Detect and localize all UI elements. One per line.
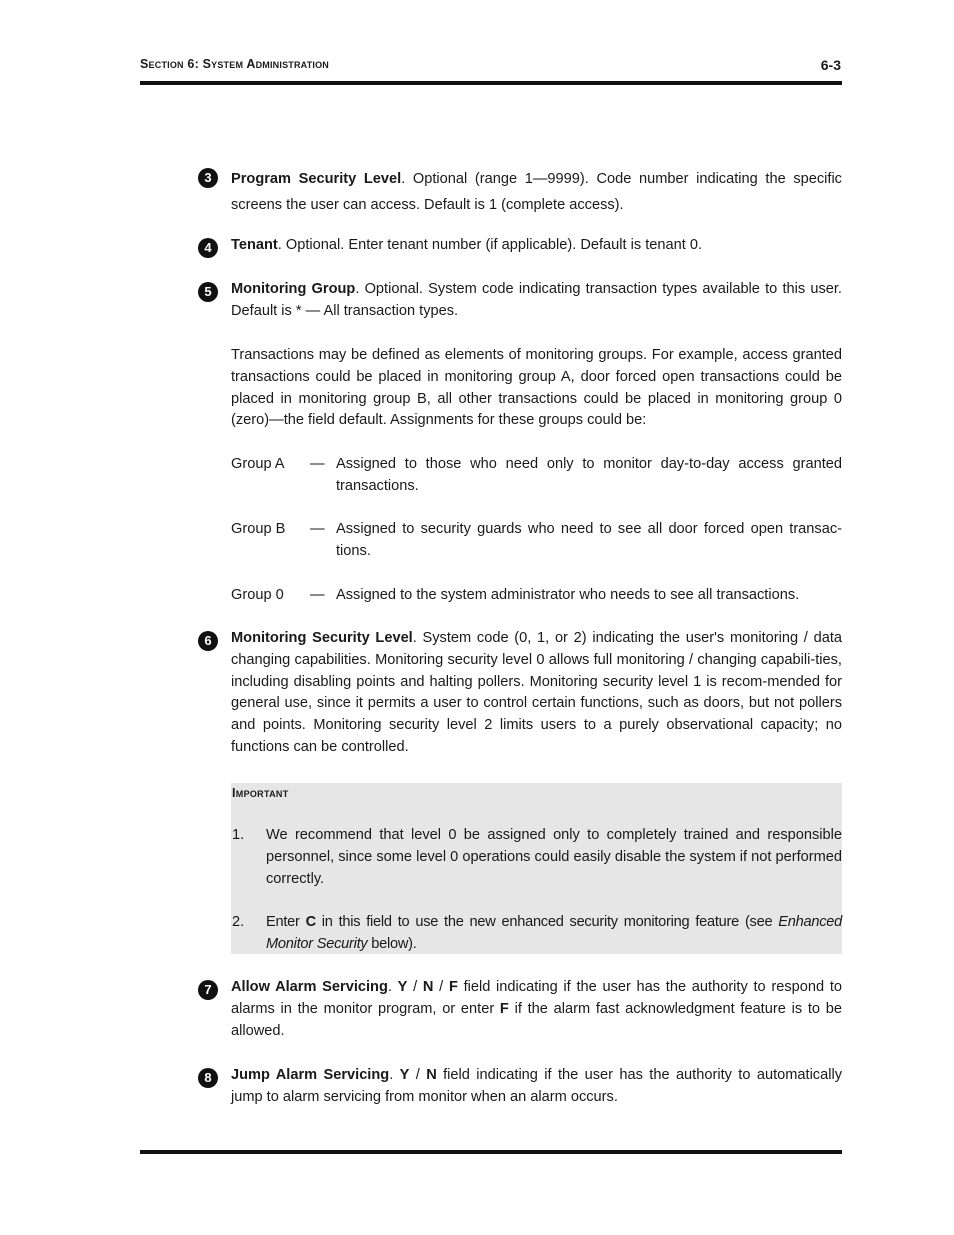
item-number-badge: 8 bbox=[198, 1068, 218, 1088]
option-y: Y bbox=[399, 1067, 410, 1083]
footer-rule bbox=[140, 1150, 842, 1154]
text-fragment: / bbox=[433, 979, 449, 995]
item-text: field indicating if the user has the authority to automatically jump to alarm servicing from monitor when an alarm occurs. bbox=[231, 1067, 843, 1105]
item-title: Monitoring Group bbox=[231, 281, 356, 297]
text-fragment: / bbox=[407, 979, 423, 995]
text-fragment: in this field to use the new enhanced security monitoring feature (see bbox=[315, 914, 779, 930]
text-fragment: . bbox=[389, 1067, 400, 1083]
group-name: Group A bbox=[231, 456, 285, 472]
option-n: N bbox=[422, 979, 434, 995]
group-description: Assigned to those who need only to monitor day-to-day access granted transactions. bbox=[336, 456, 842, 494]
group-name: Group 0 bbox=[231, 587, 284, 603]
important-title: Important bbox=[232, 786, 289, 800]
important-item-number: 1. bbox=[232, 827, 245, 843]
item-title: Tenant bbox=[231, 237, 278, 253]
item-text: . System code (0, 1, or 2) indicating the user's monitoring / data changing capabilities. Monitoring security level 0 allows full monitoring / changing capabili-ties, including disabling points and halting pollers. Monitoring security level 1 is recom-mended for general use, since it permits a user to control certain functions, such as doors, but not pollers and points. Monitoring security level 2 limits users to a purely observational capacity; no functions can be controlled. bbox=[231, 630, 842, 755]
item-text: . Optional. Enter tenant number (if applicable). Default is tenant 0. bbox=[277, 237, 703, 253]
option-f: F bbox=[448, 979, 458, 995]
item-title: Program Security Level bbox=[231, 171, 402, 187]
item-number-badge: 6 bbox=[198, 631, 218, 651]
item-number-badge: 7 bbox=[198, 980, 218, 1000]
important-item-number: 2. bbox=[232, 914, 245, 930]
item-monitoring-group bbox=[231, 279, 842, 323]
option-n: N bbox=[426, 1067, 437, 1083]
code-c: C bbox=[305, 914, 316, 930]
group-dash: — bbox=[310, 456, 325, 472]
item-title: Monitoring Security Level bbox=[231, 630, 413, 646]
option-f: F bbox=[499, 1000, 509, 1017]
item-number-badge: 3 bbox=[198, 168, 218, 188]
item-program-security-level bbox=[231, 166, 842, 218]
text-fragment: below). bbox=[367, 935, 417, 952]
group-description: Assigned to security guards who need to see all door forced open transac-tions. bbox=[336, 521, 842, 559]
text-fragment: Enter bbox=[266, 914, 306, 930]
text-fragment: / bbox=[409, 1067, 427, 1083]
item-jump-alarm-servicing bbox=[231, 1065, 842, 1109]
item-title: Allow Alarm Servicing bbox=[231, 979, 388, 995]
important-item-text bbox=[266, 912, 842, 956]
item-title: Jump Alarm Servicing bbox=[231, 1067, 390, 1083]
transactions-paragraph: Transactions may be defined as elements of monitoring groups. For example, access granted transactions could be placed in monitoring group A, door forced open transactions could be placed in monitoring group B, all other transactions could be placed in monitoring group 0 (zero)—the field default. Assignments for these groups could be: bbox=[231, 347, 842, 429]
item-text: . Optional (range 1—9999). Code number indicating the specific screens the user can access. Default is 1 (complete access). bbox=[231, 171, 842, 213]
header-rule bbox=[140, 81, 842, 85]
group-dash: — bbox=[310, 587, 325, 603]
text-fragment: . bbox=[387, 979, 398, 995]
item-tenant bbox=[231, 235, 842, 257]
item-text: if the alarm fast acknowledgment feature is to be allowed. bbox=[231, 1000, 842, 1039]
option-y: Y bbox=[397, 979, 408, 995]
section-reference: Enhanced Monitor Security bbox=[266, 914, 842, 952]
group-name: Group B bbox=[231, 521, 286, 537]
item-text: field indicating if the user has the authority to respond to alarms in the monitor program, or enter bbox=[231, 979, 843, 1017]
item-monitoring-security-level bbox=[231, 628, 842, 759]
important-item-text: We recommend that level 0 be assigned only to completely trained and responsible personnel, since some level 0 operations could easily disable the system if not performed correctly. bbox=[266, 827, 842, 887]
section-title: Section 6: System Administration bbox=[140, 57, 330, 71]
group-description: Assigned to the system administrator who needs to see all transactions. bbox=[336, 587, 800, 603]
page-number: 6-3 bbox=[820, 57, 841, 73]
item-allow-alarm-servicing bbox=[231, 977, 842, 1042]
item-number-badge: 4 bbox=[198, 238, 218, 258]
group-dash: — bbox=[310, 521, 325, 537]
item-number-badge: 5 bbox=[198, 282, 218, 302]
item-text: . Optional. System code indicating transaction types available to this user. Default is * — All transaction types. bbox=[231, 281, 842, 319]
